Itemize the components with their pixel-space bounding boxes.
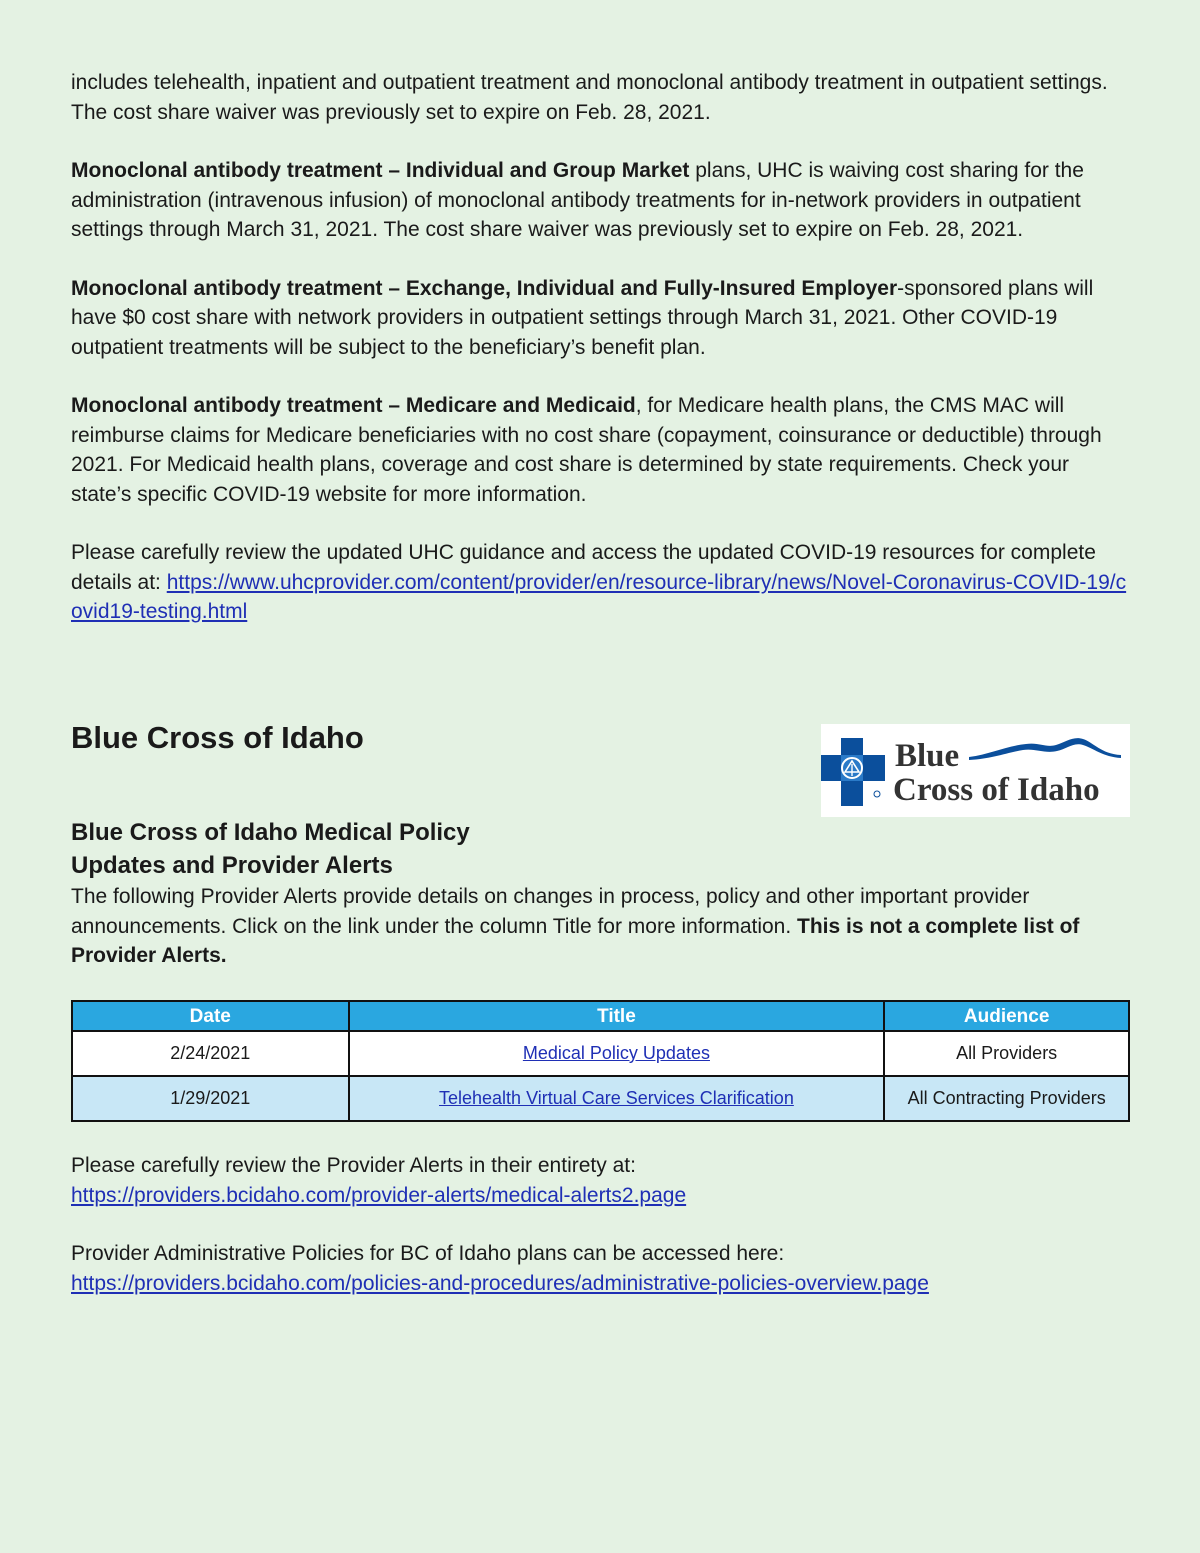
table-row (72, 1031, 1129, 1076)
row-audience: All Providers (884, 1031, 1129, 1076)
row-date: 1/29/2021 (72, 1076, 349, 1121)
uhc-review-text: Please carefully review the updated UHC guidance and access the updated COVID-19 resources for complete details at: (71, 541, 1096, 594)
bci-intro-bold: This is not a complete list of Provider Alerts. (71, 914, 1080, 967)
bci-subtitle-line1: Blue Cross of Idaho Medical Policy (71, 819, 470, 846)
bci-intro-text: The following Provider Alerts provide details on changes in process, policy and other important provider announcements. Click on the link under the column Title for more information. (71, 885, 1030, 938)
mab-exchange-paragraph (71, 274, 1131, 363)
bci-admin-policies-link[interactable]: https://providers.bcidaho.com/policies-and-procedures/administrative-policies-overview.page (71, 1271, 929, 1295)
blue-cross-icon (821, 738, 885, 806)
bci-intro-paragraph (71, 882, 1131, 971)
bci-logo-graphic (821, 724, 1130, 817)
mab-individual-group-paragraph (71, 156, 1131, 245)
table-row (72, 1076, 1129, 1121)
mab-medicare-text: , for Medicare health plans, the CMS MAC will reimburse claims for Medicare beneficiaries with no cost share (copayment, coinsurance or deductible) through 2021. For Medicaid health plans, coverage and cost share is determined by state requirements. Check your state’s specific COVID-19 website for more information. (71, 394, 1102, 506)
row-audience: All Contracting Providers (884, 1076, 1129, 1121)
telehealth-clarification-link[interactable]: Telehealth Virtual Care Services Clarification (439, 1088, 794, 1108)
intro-paragraph-text: includes telehealth, inpatient and outpatient treatment and monoclonal antibody treatment in outpatient settings. The cost share waiver was previously set to expire on Feb. 28, 2021. (71, 71, 1108, 124)
column-header-audience: Audience (884, 1001, 1129, 1031)
uhc-review-paragraph (71, 538, 1131, 627)
column-header-title: Title (349, 1001, 885, 1031)
intro-paragraph (71, 68, 1131, 127)
row-title-cell (349, 1031, 885, 1076)
bci-admin-text: Provider Administrative Policies for BC of Idaho plans can be accessed here: (71, 1242, 785, 1265)
logo-text-line1: Blue (895, 738, 960, 774)
mab-medicare-paragraph (71, 391, 1131, 509)
row-date: 2/24/2021 (72, 1031, 349, 1076)
medical-policy-updates-link[interactable]: Medical Policy Updates (522, 1043, 710, 1063)
bci-provider-alerts-link[interactable]: https://providers.bcidaho.com/provider-alerts/medical-alerts2.page (71, 1183, 687, 1207)
document-body (71, 68, 1131, 656)
logo-text-line2: Cross of Idaho (893, 772, 1100, 808)
uhc-covid-link[interactable]: https://www.uhcprovider.com/content/provider/en/resource-library/news/Novel-Coronavirus-COVID-19/covid19-testing.html (71, 570, 1127, 623)
mountain-swoosh-icon (969, 738, 1121, 760)
mab-individual-group-text: plans, UHC is waiving cost sharing for the administration (intravenous infusion) of monoclonal antibody treatments for in-network providers in outpatient settings through March 31, 2021. The cost share waiver was previously set to expire on Feb. 28, 2021. (71, 159, 1084, 241)
bci-admin-paragraph (71, 1239, 1131, 1298)
row-title-cell (349, 1076, 885, 1121)
mab-exchange-heading: Monoclonal antibody treatment – Exchange, Individual and Fully-Insured Employer (71, 276, 898, 300)
mab-medicare-heading: Monoclonal antibody treatment – Medicare and Medicaid (71, 394, 636, 417)
bci-review-paragraph (71, 1151, 1131, 1210)
bci-subtitle (71, 816, 671, 882)
bci-subtitle-line2: Updates and Provider Alerts (71, 852, 393, 879)
provider-alerts-table (71, 1000, 1130, 1122)
mab-exchange-text: -sponsored plans will have $0 cost share with network providers in outpatient settings through March 31, 2021. Other COVID-19 outpatient treatments will be subject to the beneficiary’s benefit plan. (71, 276, 1094, 359)
bci-logo (821, 724, 1130, 817)
mab-individual-group-heading: Monoclonal antibody treatment – Individual and Group Market (71, 159, 690, 182)
bci-review-text: Please carefully review the Provider Alerts in their entirety at: (71, 1154, 636, 1177)
table-header-row (72, 1001, 1129, 1031)
bci-section-title: Blue Cross of Idaho (71, 720, 364, 755)
column-header-date: Date (72, 1001, 349, 1031)
